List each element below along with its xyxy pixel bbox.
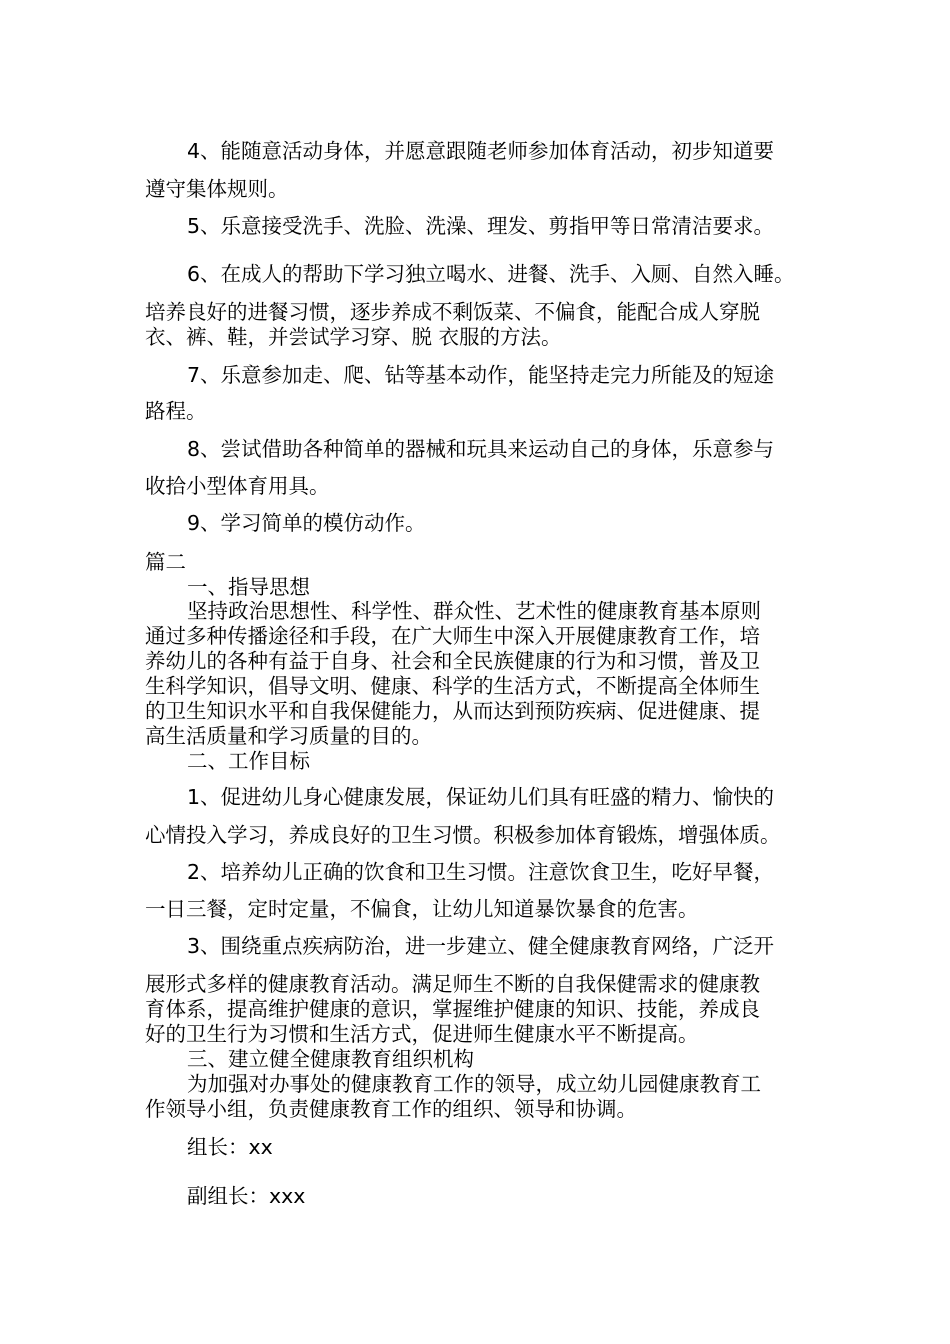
text-line: 通过多种传播途径和手段，在广大师生中深入开展健康教育工作，培 [145,624,760,648]
text-line: 展形式多样的健康教育活动。满足师生不断的自我保健需求的健康教 [145,972,760,996]
text-line: 生科学知识，倡导文明、健康、科学的生活方式，不断提高全体师生 [145,674,760,698]
text-line: 副组长：xxx [187,1184,306,1208]
section-title: 篇二 [145,550,186,574]
text-line: 作领导小组，负责健康教育工作的组织、领导和协调。 [145,1097,637,1121]
text-line: 8、尝试借助各种简单的器械和玩具来运动自己的身体，乐意参与 [187,437,775,461]
text-line: 好的卫生行为习惯和生活方式，促进师生健康水平不断提高。 [145,1022,699,1046]
heading: 二、工作目标 [187,749,310,773]
heading: 三、建立健全健康教育组织机构 [187,1047,474,1071]
text-line: 5、乐意接受洗手、洗脸、洗澡、理发、剪指甲等日常清洁要求。 [187,214,775,238]
text-line: 6、在成人的帮助下学习独立喝水、进餐、洗手、入厕、自然入睡。 [187,262,795,286]
heading: 一、指导思想 [187,575,310,599]
text-line: 4、能随意活动身体，并愿意跟随老师参加体育活动，初步知道要 [187,139,775,163]
text-line: 组长：xx [187,1135,273,1159]
text-line: 育体系，提高维护健康的意识，掌握维护健康的知识、技能，养成良 [145,997,760,1021]
text-line: 坚持政治思想性、科学性、群众性、艺术性的健康教育基本原则 [187,599,761,623]
text-line: 心情投入学习，养成良好的卫生习惯。积极参加体育锻炼，增强体质。 [145,823,781,847]
text-line: 9、学习简单的模仿动作。 [187,511,426,535]
text-line: 遵守集体规则。 [145,177,289,201]
text-line: 7、乐意参加走、爬、钻等基本动作，能坚持走完力所能及的短途 [187,363,775,387]
text-line: 为加强对办事处的健康教育工作的领导，成立幼儿园健康教育工 [187,1072,761,1096]
text-line: 1、促进幼儿身心健康发展，保证幼儿们具有旺盛的精力、愉快的 [187,785,775,809]
text-line: 一日三餐，定时定量，不偏食，让幼儿知道暴饮暴食的危害。 [145,897,699,921]
text-line: 路程。 [145,399,207,423]
text-line: 2、培养幼儿正确的饮食和卫生习惯。注意饮食卫生，吃好早餐， [187,860,775,884]
text-line: 衣、裤、鞋，并尝试学习穿、脱 衣服的方法。 [145,325,562,349]
text-line: 3、围绕重点疾病防治，进一步建立、健全健康教育网络，广泛开 [187,934,775,958]
text-line: 养幼儿的各种有益于自身、社会和全民族健康的行为和习惯，普及卫 [145,649,760,673]
text-line: 收拾小型体育用具。 [145,474,330,498]
text-line: 培养良好的进餐习惯，逐步养成不剩饭菜、不偏食，能配合成人穿脱 [145,300,760,324]
text-line: 高生活质量和学习质量的目的。 [145,724,432,748]
text-line: 的卫生知识水平和自我保健能力，从而达到预防疾病、促进健康、提 [145,699,760,723]
